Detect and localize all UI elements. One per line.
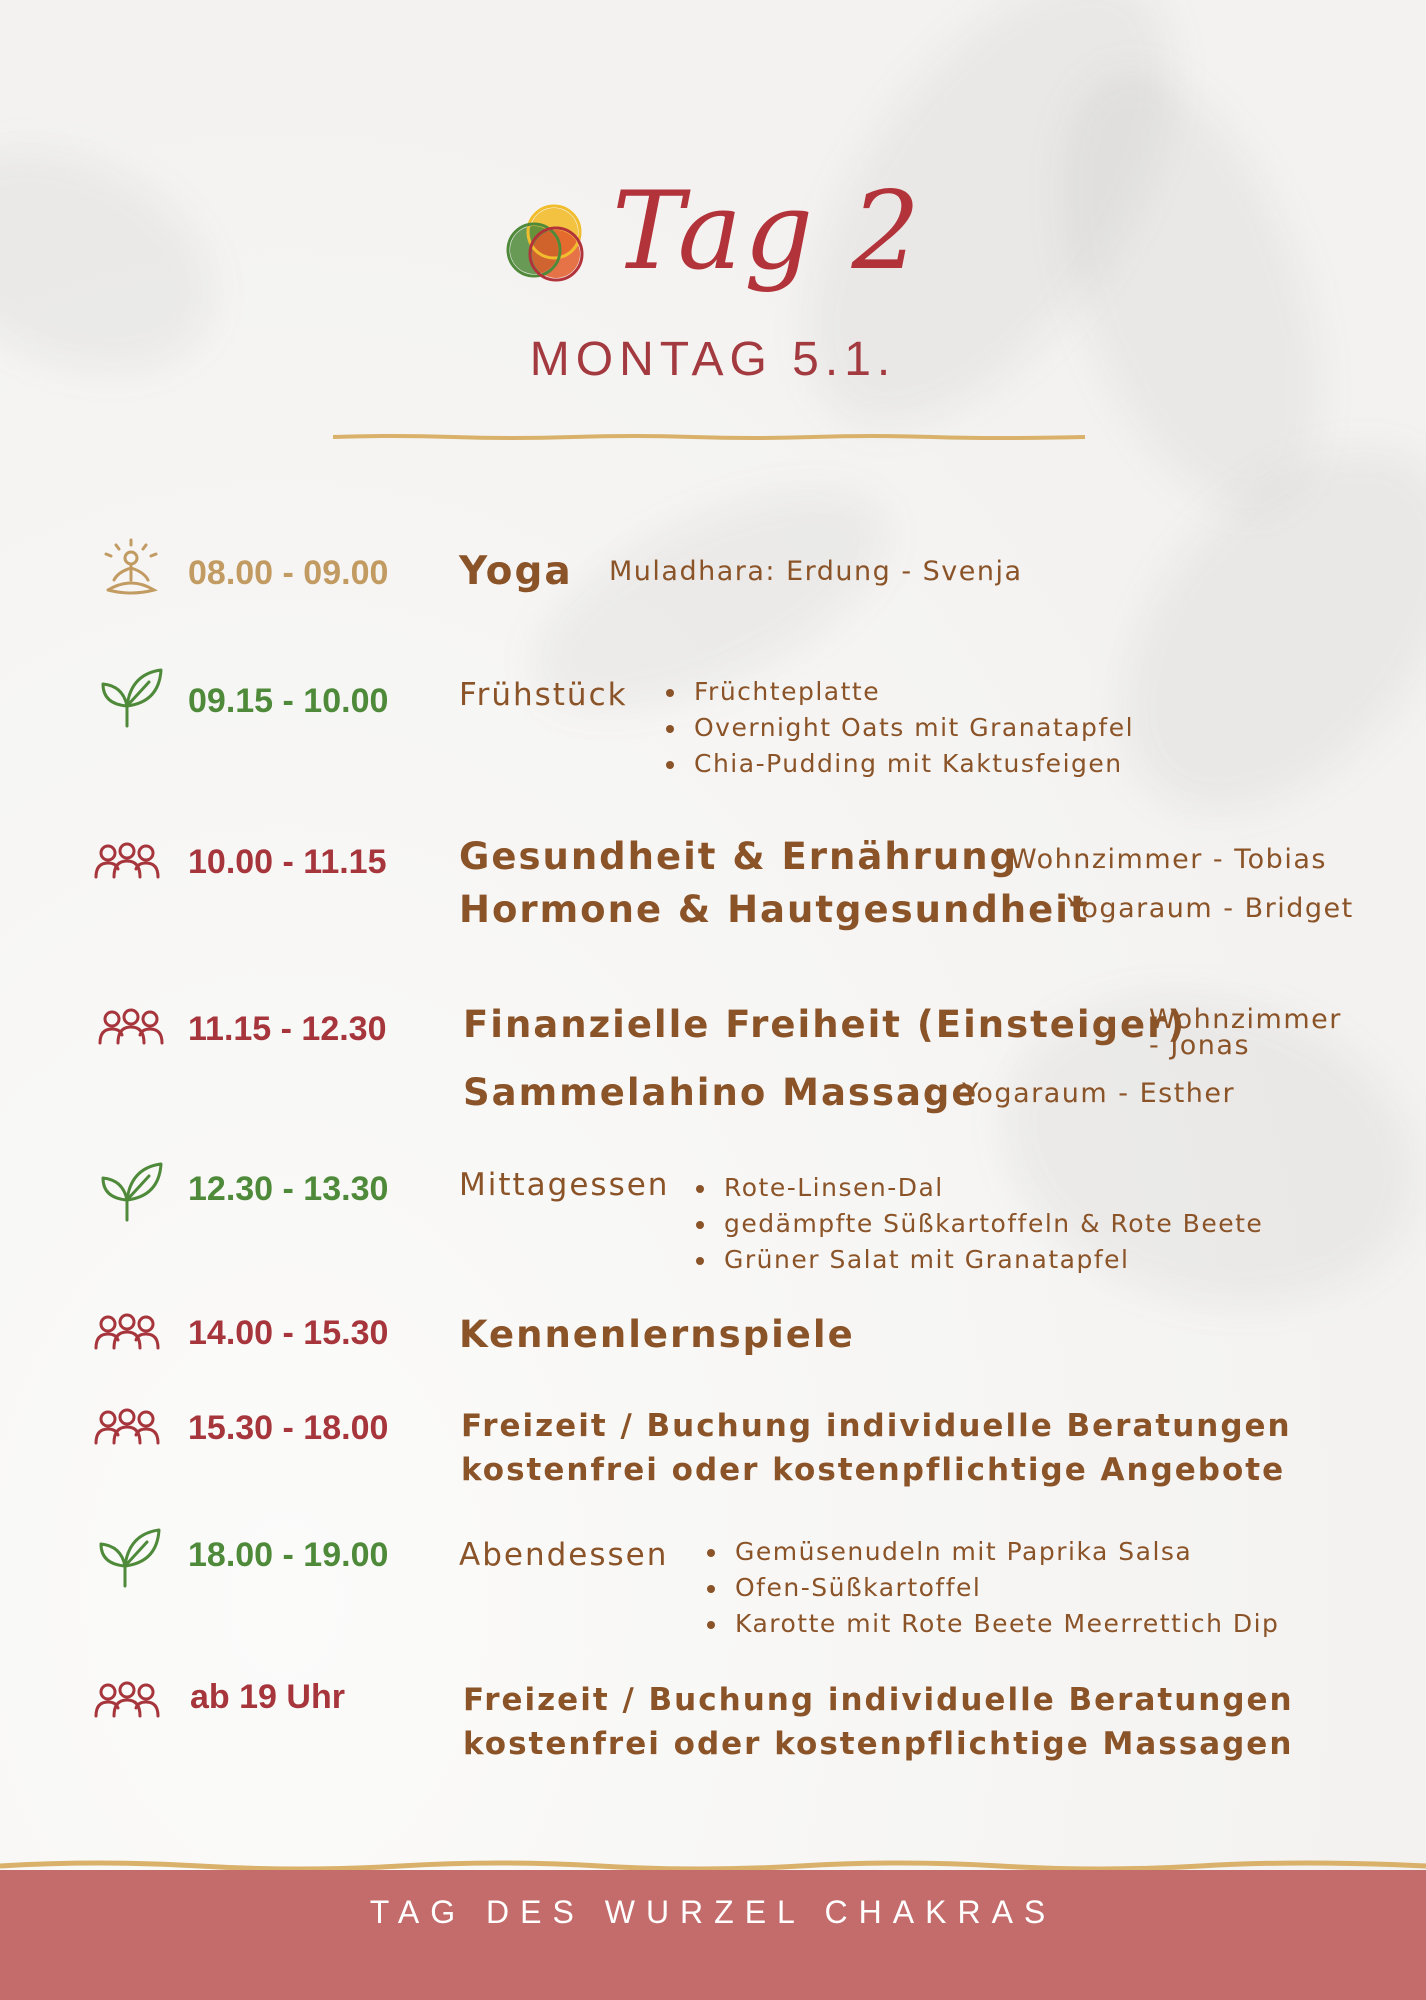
list-item: Früchteplatte [664,674,1134,710]
session-note: Wohnzimmer [1149,1004,1342,1035]
yoga-icon [96,536,166,602]
event-title: Yoga [459,549,573,594]
group-icon [92,1300,162,1366]
footer-text: TAG DES WURZEL CHAKRAS [369,1894,1057,1930]
time-slot: 12.30 - 13.30 [188,1170,389,1208]
session-title: Sammelahino Massage [463,1071,979,1114]
list-item: Chia-Pudding mit Kaktusfeigen [664,746,1134,782]
time-slot: 08.00 - 09.00 [188,554,389,592]
list-item: Gemüsenudeln mit Paprika Salsa [705,1534,1279,1570]
list-item: gedämpfte Süßkartoffeln & Rote Beete [694,1206,1263,1242]
leaf-icon [97,1158,167,1224]
session-title: Finanzielle Freiheit (Einsteiger) [463,1003,1187,1046]
leaf-icon [97,664,167,730]
menu-list [705,1534,1279,1642]
event-note: Muladhara: Erdung - Svenja [609,556,1023,587]
group-icon [92,1395,162,1461]
session-title: Gesundheit & Ernährung [459,835,1019,878]
event-title-line2: kostenfrei oder kostenpflichtige Massagen [463,1726,1294,1762]
list-item: Grüner Salat mit Granatapfel [694,1242,1263,1278]
group-icon [92,1668,162,1734]
meal-title: Frühstück [459,677,628,713]
meal-title: Abendessen [459,1537,669,1573]
page-date: MONTAG 5.1. [529,333,897,386]
event-title-line1: Freizeit / Buchung individuelle Beratungen [461,1408,1292,1444]
time-slot: 15.30 - 18.00 [188,1409,389,1447]
session-note: Yogaraum - Bridget [1067,893,1354,924]
menu-list [664,674,1134,782]
session-note: Wohnzimmer - Tobias [1010,844,1327,875]
time-slot: 10.00 - 11.15 [188,843,387,881]
list-item: Overnight Oats mit Granatapfel [664,710,1134,746]
group-icon [92,829,162,895]
chakra-logo [500,198,592,290]
meal-title: Mittagessen [459,1167,670,1203]
session-note: - Jonas [1149,1030,1251,1061]
event-title-line1: Freizeit / Buchung individuelle Beratungen [463,1682,1294,1718]
list-item: Rote-Linsen-Dal [694,1170,1263,1206]
menu-list [694,1170,1263,1278]
time-slot: ab 19 Uhr [190,1678,345,1716]
group-icon [96,995,166,1061]
time-slot: 14.00 - 15.30 [188,1314,389,1352]
event-title: Kennenlernspiele [459,1313,855,1356]
event-title-line2: kostenfrei oder kostenpflichtige Angebote [461,1452,1286,1488]
time-slot: 11.15 - 12.30 [188,1010,387,1048]
list-item: Ofen-Süßkartoffel [705,1570,1279,1606]
session-title: Hormone & Hautgesundheit [459,888,1090,931]
time-slot: 18.00 - 19.00 [188,1536,389,1574]
list-item: Karotte mit Rote Beete Meerrettich Dip [705,1606,1279,1642]
leaf-icon [95,1524,165,1590]
gold-divider [333,434,1085,440]
time-slot: 09.15 - 10.00 [188,682,389,720]
footer-bar [0,1870,1426,2000]
session-note: Yogaraum - Esther [962,1078,1236,1109]
page-title: Tag 2 [612,169,923,294]
